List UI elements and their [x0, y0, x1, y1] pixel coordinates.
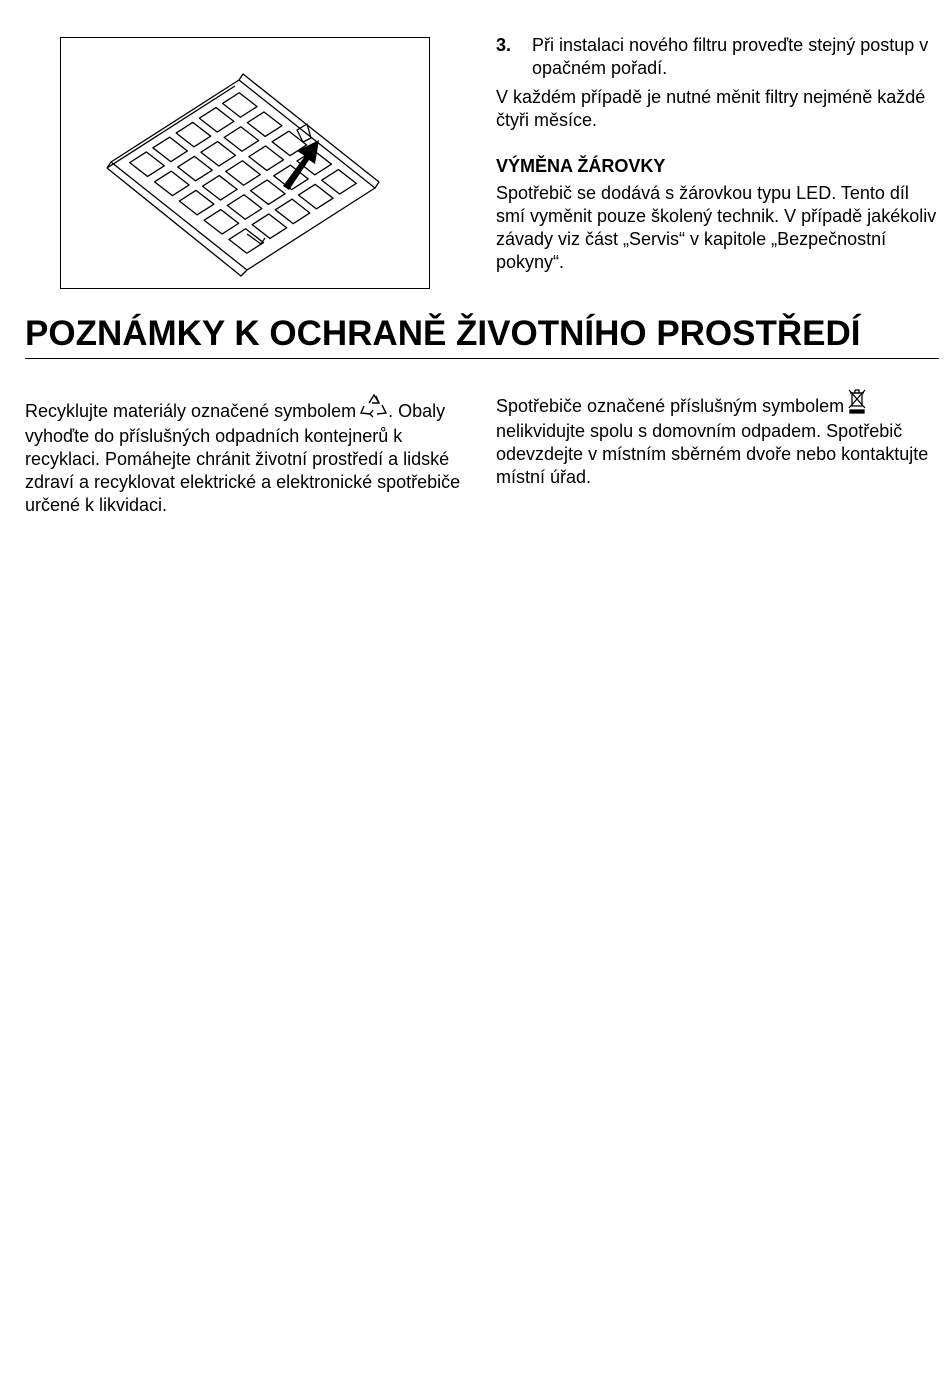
filter-cell: [227, 195, 262, 219]
crossed-bin-icon: [848, 388, 866, 420]
filter-cell: [226, 161, 261, 185]
filter-illustration: [60, 37, 430, 289]
filter-note: V každém případě je nutné měnit filtry nejméně každé čtyři měsíce.: [496, 87, 926, 130]
filter-cell: [153, 137, 188, 161]
filter-cell: [203, 176, 238, 200]
filter-cell: [249, 146, 284, 170]
filter-cell: [224, 127, 259, 151]
arrow-icon: [283, 140, 319, 190]
filter-cell: [299, 184, 334, 208]
filter-cell: [251, 180, 286, 204]
filter-cell: [229, 229, 264, 253]
disposal-text-end: nelikvidujte spolu s domovním odpadem. Spotřebič odevzdejte v místním sběrném dvoře nebo kontaktujte místní úřad.: [496, 421, 929, 487]
filter-cell: [322, 170, 357, 194]
step-text: Při instalaci nového filtru proveďte stejný postup v opačném pořadí.: [532, 35, 929, 78]
filter-cell: [201, 142, 236, 166]
recycle-text-start: Recyklujte materiály označené symbolem: [25, 401, 357, 421]
recycle-icon: [360, 393, 388, 425]
step-3: [496, 34, 941, 80]
step-number: 3.: [496, 35, 512, 55]
filter-cell: [155, 171, 190, 195]
lamp-text: Spotřebič se dodává s žárovkou typu LED. Tento díl smí vyměnit pouze školený technik. V případě jakékoliv závady viz část „Servis“ v kapitole „Bezpečnostní pokyny“.: [496, 183, 937, 272]
filter-cell: [252, 214, 287, 238]
lamp-heading: VÝMĚNA ŽÁROVKY: [496, 156, 666, 176]
filter-cell: [179, 190, 214, 214]
filter-cell: [247, 112, 282, 136]
recycle-paragraph: [25, 393, 470, 517]
filter-cell: [178, 156, 213, 180]
filter-cell: [275, 199, 310, 223]
recycle-text-end: . Obaly vyhoďte do příslušných odpadních kontejnerů k recyklaci. Pomáhejte chránit životní prostředí a lidské zdraví a recyklovat elektrické a elektronické spotřebiče určené k likvidaci.: [25, 401, 461, 515]
filter-cell: [130, 152, 165, 176]
filter-cell: [223, 93, 258, 117]
disposal-paragraph: [496, 388, 941, 489]
filter-cell: [199, 108, 234, 132]
filter-cell: [204, 210, 239, 234]
environment-heading: POZNÁMKY K OCHRANĚ ŽIVOTNÍHO PROSTŘEDÍ: [25, 312, 939, 359]
grease-filter-drawing: [61, 38, 429, 288]
instructions-column: [496, 34, 941, 274]
disposal-text-start: Spotřebiče označené příslušným symbolem: [496, 396, 845, 416]
filter-cell: [176, 122, 211, 146]
